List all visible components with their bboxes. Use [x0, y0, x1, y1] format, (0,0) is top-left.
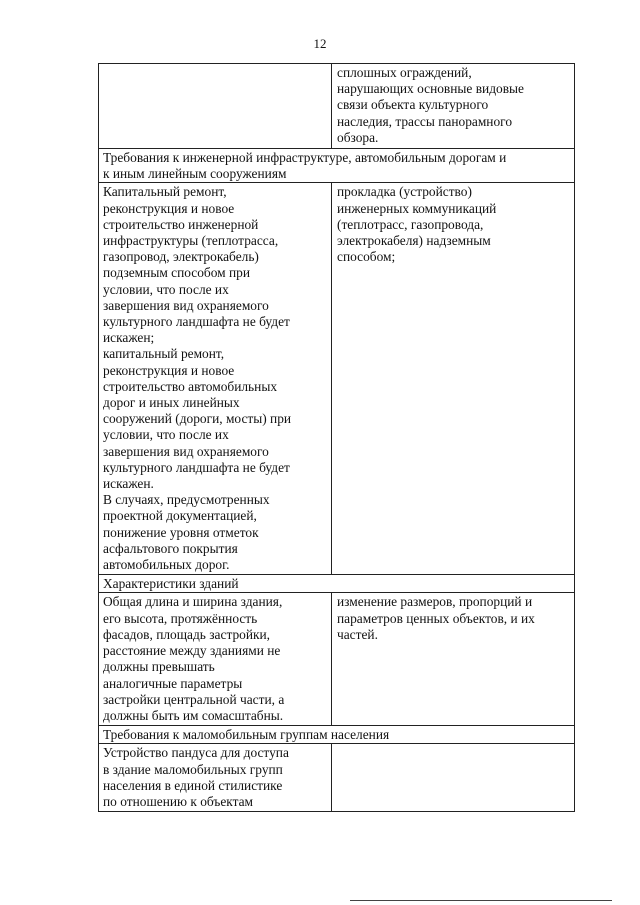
- regulations-table: [98, 63, 575, 812]
- table-row: [99, 593, 575, 726]
- cell-line: застройки центральной части, а: [103, 691, 285, 707]
- cell-line: условии, что после их: [103, 281, 229, 297]
- cell-line: условии, что после их: [103, 427, 229, 443]
- cell-line: Устройство пандуса для доступа: [103, 745, 289, 761]
- section-header-mobility: [99, 726, 575, 744]
- table-row: [99, 64, 575, 149]
- cell-line: строительство автомобильных: [103, 378, 278, 394]
- cell-line: автомобильных дорог.: [103, 557, 230, 573]
- cell-line: завершения вид охраняемого: [103, 297, 269, 313]
- cell-line: Капитальный ремонт,: [103, 184, 227, 200]
- cell-line: реконструкция и новое: [103, 200, 235, 216]
- section-header-buildings: [99, 575, 575, 593]
- section-line: к иным линейным сооружениям: [103, 166, 287, 182]
- cell-line: инфраструктуры (теплотрасса,: [103, 233, 279, 249]
- cell-line: расстояние между зданиями не: [103, 643, 281, 659]
- section-line: Требования к маломобильным группам населения: [103, 727, 390, 743]
- section-header-row: [99, 149, 575, 183]
- page-number: 12: [313, 36, 327, 51]
- cell-line: параметров ценных объектов, и их: [337, 610, 535, 626]
- section-header-row: [99, 575, 575, 593]
- cell-line: В случаях, предусмотренных: [103, 492, 270, 508]
- table-cell-left: [99, 744, 332, 812]
- footer-rule: [350, 900, 612, 901]
- cell-line: завершения вид охраняемого: [103, 443, 269, 459]
- table-cell-left: [99, 593, 332, 726]
- cell-line: частей.: [337, 626, 378, 642]
- table-row: [99, 744, 575, 812]
- table-cell-right: [332, 183, 575, 575]
- cell-line: нарушающих основные видовые: [337, 81, 524, 97]
- table-cell-right: [332, 744, 575, 812]
- table-cell-left: [99, 183, 332, 575]
- cell-line: газопровод, электрокабель): [103, 249, 259, 265]
- cell-line: понижение уровня отметок: [103, 524, 259, 540]
- cell-line: обзора.: [337, 129, 379, 145]
- cell-line: асфальтового покрытия: [103, 540, 238, 556]
- cell-line: должны быть им сомасштабны.: [103, 707, 284, 723]
- cell-line: культурного ландшафта не будет: [103, 459, 290, 475]
- cell-line: связи объекта культурного: [337, 97, 489, 113]
- cell-line: по отношению к объектам: [103, 793, 254, 809]
- cell-line: аналогичные параметры: [103, 675, 243, 691]
- cell-line: сплошных ограждений,: [337, 65, 472, 80]
- section-header-infrastructure: [99, 149, 575, 183]
- cell-line: реконструкция и новое: [103, 362, 235, 378]
- cell-line: искажен.: [103, 476, 154, 492]
- cell-line: населения в единой стилистике: [103, 777, 283, 793]
- cell-line: его высота, протяжённость: [103, 610, 258, 626]
- table-cell-right: [332, 64, 575, 149]
- cell-line: инженерных коммуникаций: [337, 200, 497, 216]
- cell-line: фасадов, площадь застройки,: [103, 626, 271, 642]
- cell-line: изменение размеров, пропорций и: [337, 594, 533, 610]
- cell-line: дорог и иных линейных: [103, 395, 240, 411]
- cell-line: (теплотрасс, газопровода,: [337, 216, 484, 232]
- section-line: Характеристики зданий: [103, 576, 239, 592]
- cell-line: проектной документацией,: [103, 508, 257, 524]
- cell-line: капитальный ремонт,: [103, 346, 225, 362]
- cell-line: искажен;: [103, 330, 155, 346]
- cell-line: должны превышать: [103, 659, 215, 675]
- table-row: [99, 183, 575, 575]
- cell-line: электрокабеля) надземным: [337, 233, 491, 249]
- table-cell-right: [332, 593, 575, 726]
- cell-line: в здание маломобильных групп: [103, 761, 283, 777]
- cell-line: культурного ландшафта не будет: [103, 314, 290, 330]
- section-header-row: [99, 726, 575, 744]
- cell-line: Общая длина и ширина здания,: [103, 594, 283, 610]
- table-cell-left: [99, 64, 332, 149]
- cell-line: подземным способом при: [103, 265, 251, 281]
- cell-line: способом;: [337, 249, 396, 265]
- cell-line: строительство инженерной: [103, 216, 259, 232]
- section-line: Требования к инженерной инфраструктуре, автомобильным дорогам и: [103, 150, 507, 165]
- cell-line: сооружений (дороги, мосты) при: [103, 411, 292, 427]
- cell-line: наследия, трассы панорамного: [337, 113, 513, 129]
- cell-line: прокладка (устройство): [337, 184, 472, 200]
